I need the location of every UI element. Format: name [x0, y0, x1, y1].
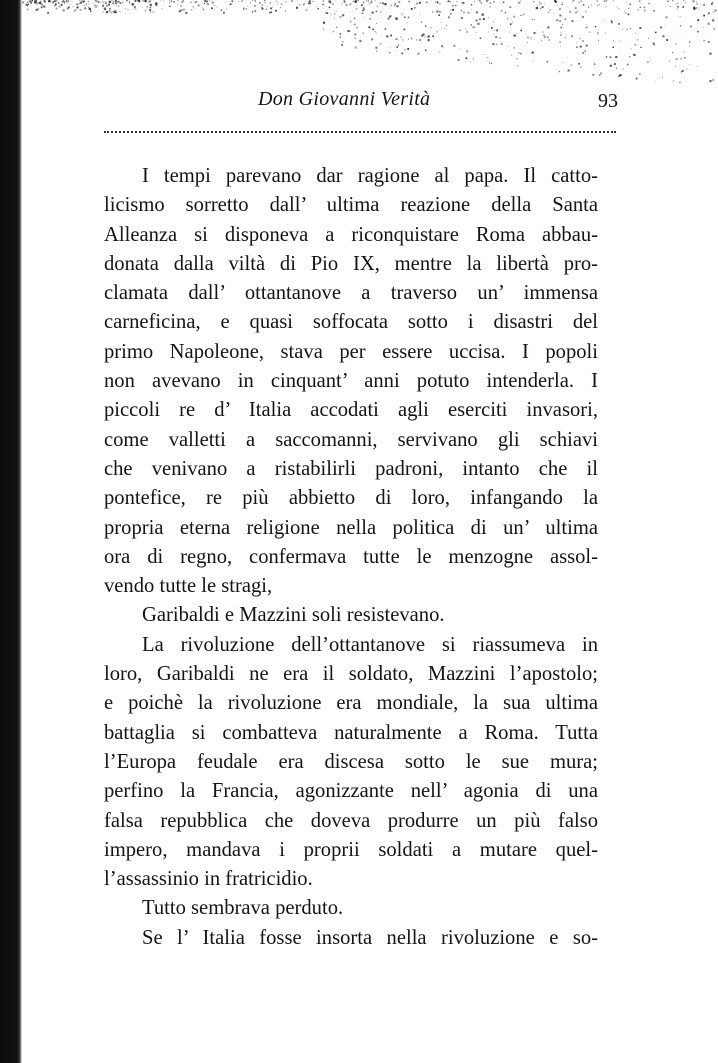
text-line: che venivano a ristabilirli padroni, intanto che il [104, 457, 598, 480]
text-line: battaglia si combatteva naturalmente a Roma. Tutta [104, 721, 598, 744]
text-line: l’assassinio in fratricidio. [104, 868, 313, 891]
body-text [104, 162, 598, 953]
page-header [100, 88, 618, 118]
text-line: Garibaldi e Mazzini soli resistevano. [142, 604, 445, 627]
text-line: come valletti a saccomanni, servivano gli schiavi [104, 428, 598, 451]
running-title: Don Giovanni Verità [258, 88, 431, 110]
text-line: l’Europa feudale era discesa sotto le sue mura; [104, 750, 598, 773]
header-rule [104, 131, 616, 133]
text-line: pontefice, re più abbietto di loro, infangando la [104, 487, 598, 510]
text-line: impero, mandava i proprii soldati a mutare quel- [104, 838, 598, 861]
text-line: donata dalla viltà di Pio IX, mentre la libertà pro- [104, 252, 598, 275]
text-line: carneficina, e quasi soffocata sotto i disastri del [104, 311, 598, 334]
text-line: vendo tutte le stragi, [104, 575, 273, 598]
text-line: La rivoluzione dell’ottantanove si riassumeva in [142, 633, 598, 656]
text-line: perfino la Francia, agonizzante nell’ agonia di una [104, 780, 598, 803]
text-line: Tutto sembrava perduto. [142, 897, 344, 920]
text-line: falsa repubblica che doveva produrre un più falso [104, 809, 598, 832]
text-line: ora di regno, confermava tutte le menzogne assol- [104, 545, 598, 568]
text-line: propria eterna religione nella politica di un’ ultima [104, 516, 598, 539]
text-line: Alleanza si disponeva a riconquistare Roma abbau- [104, 223, 598, 246]
text-line: e poichè la rivoluzione era mondiale, la sua ultima [104, 692, 598, 715]
text-line: piccoli re d’ Italia accodati agli eserciti invasori, [104, 399, 598, 422]
scan-spine-shadow [0, 0, 22, 1063]
text-line: licismo sorretto dall’ ultima reazione della Santa [104, 194, 598, 217]
text-line: primo Napoleone, stava per essere uccisa. I popoli [104, 340, 598, 363]
text-line: clamata dall’ ottantanove a traverso un’ immensa [104, 282, 598, 305]
page-number: 93 [598, 90, 618, 112]
text-line: Se l’ Italia fosse insorta nella rivoluzione e so- [142, 926, 598, 949]
scan-noise-artifact [22, 0, 718, 95]
text-line: I tempi parevano dar ragione al papa. Il catto- [142, 165, 598, 187]
text-line: non avevano in cinquant’ anni potuto intenderla. I [104, 370, 598, 393]
text-line: loro, Garibaldi ne era il soldato, Mazzini l’apostolo; [104, 663, 598, 686]
